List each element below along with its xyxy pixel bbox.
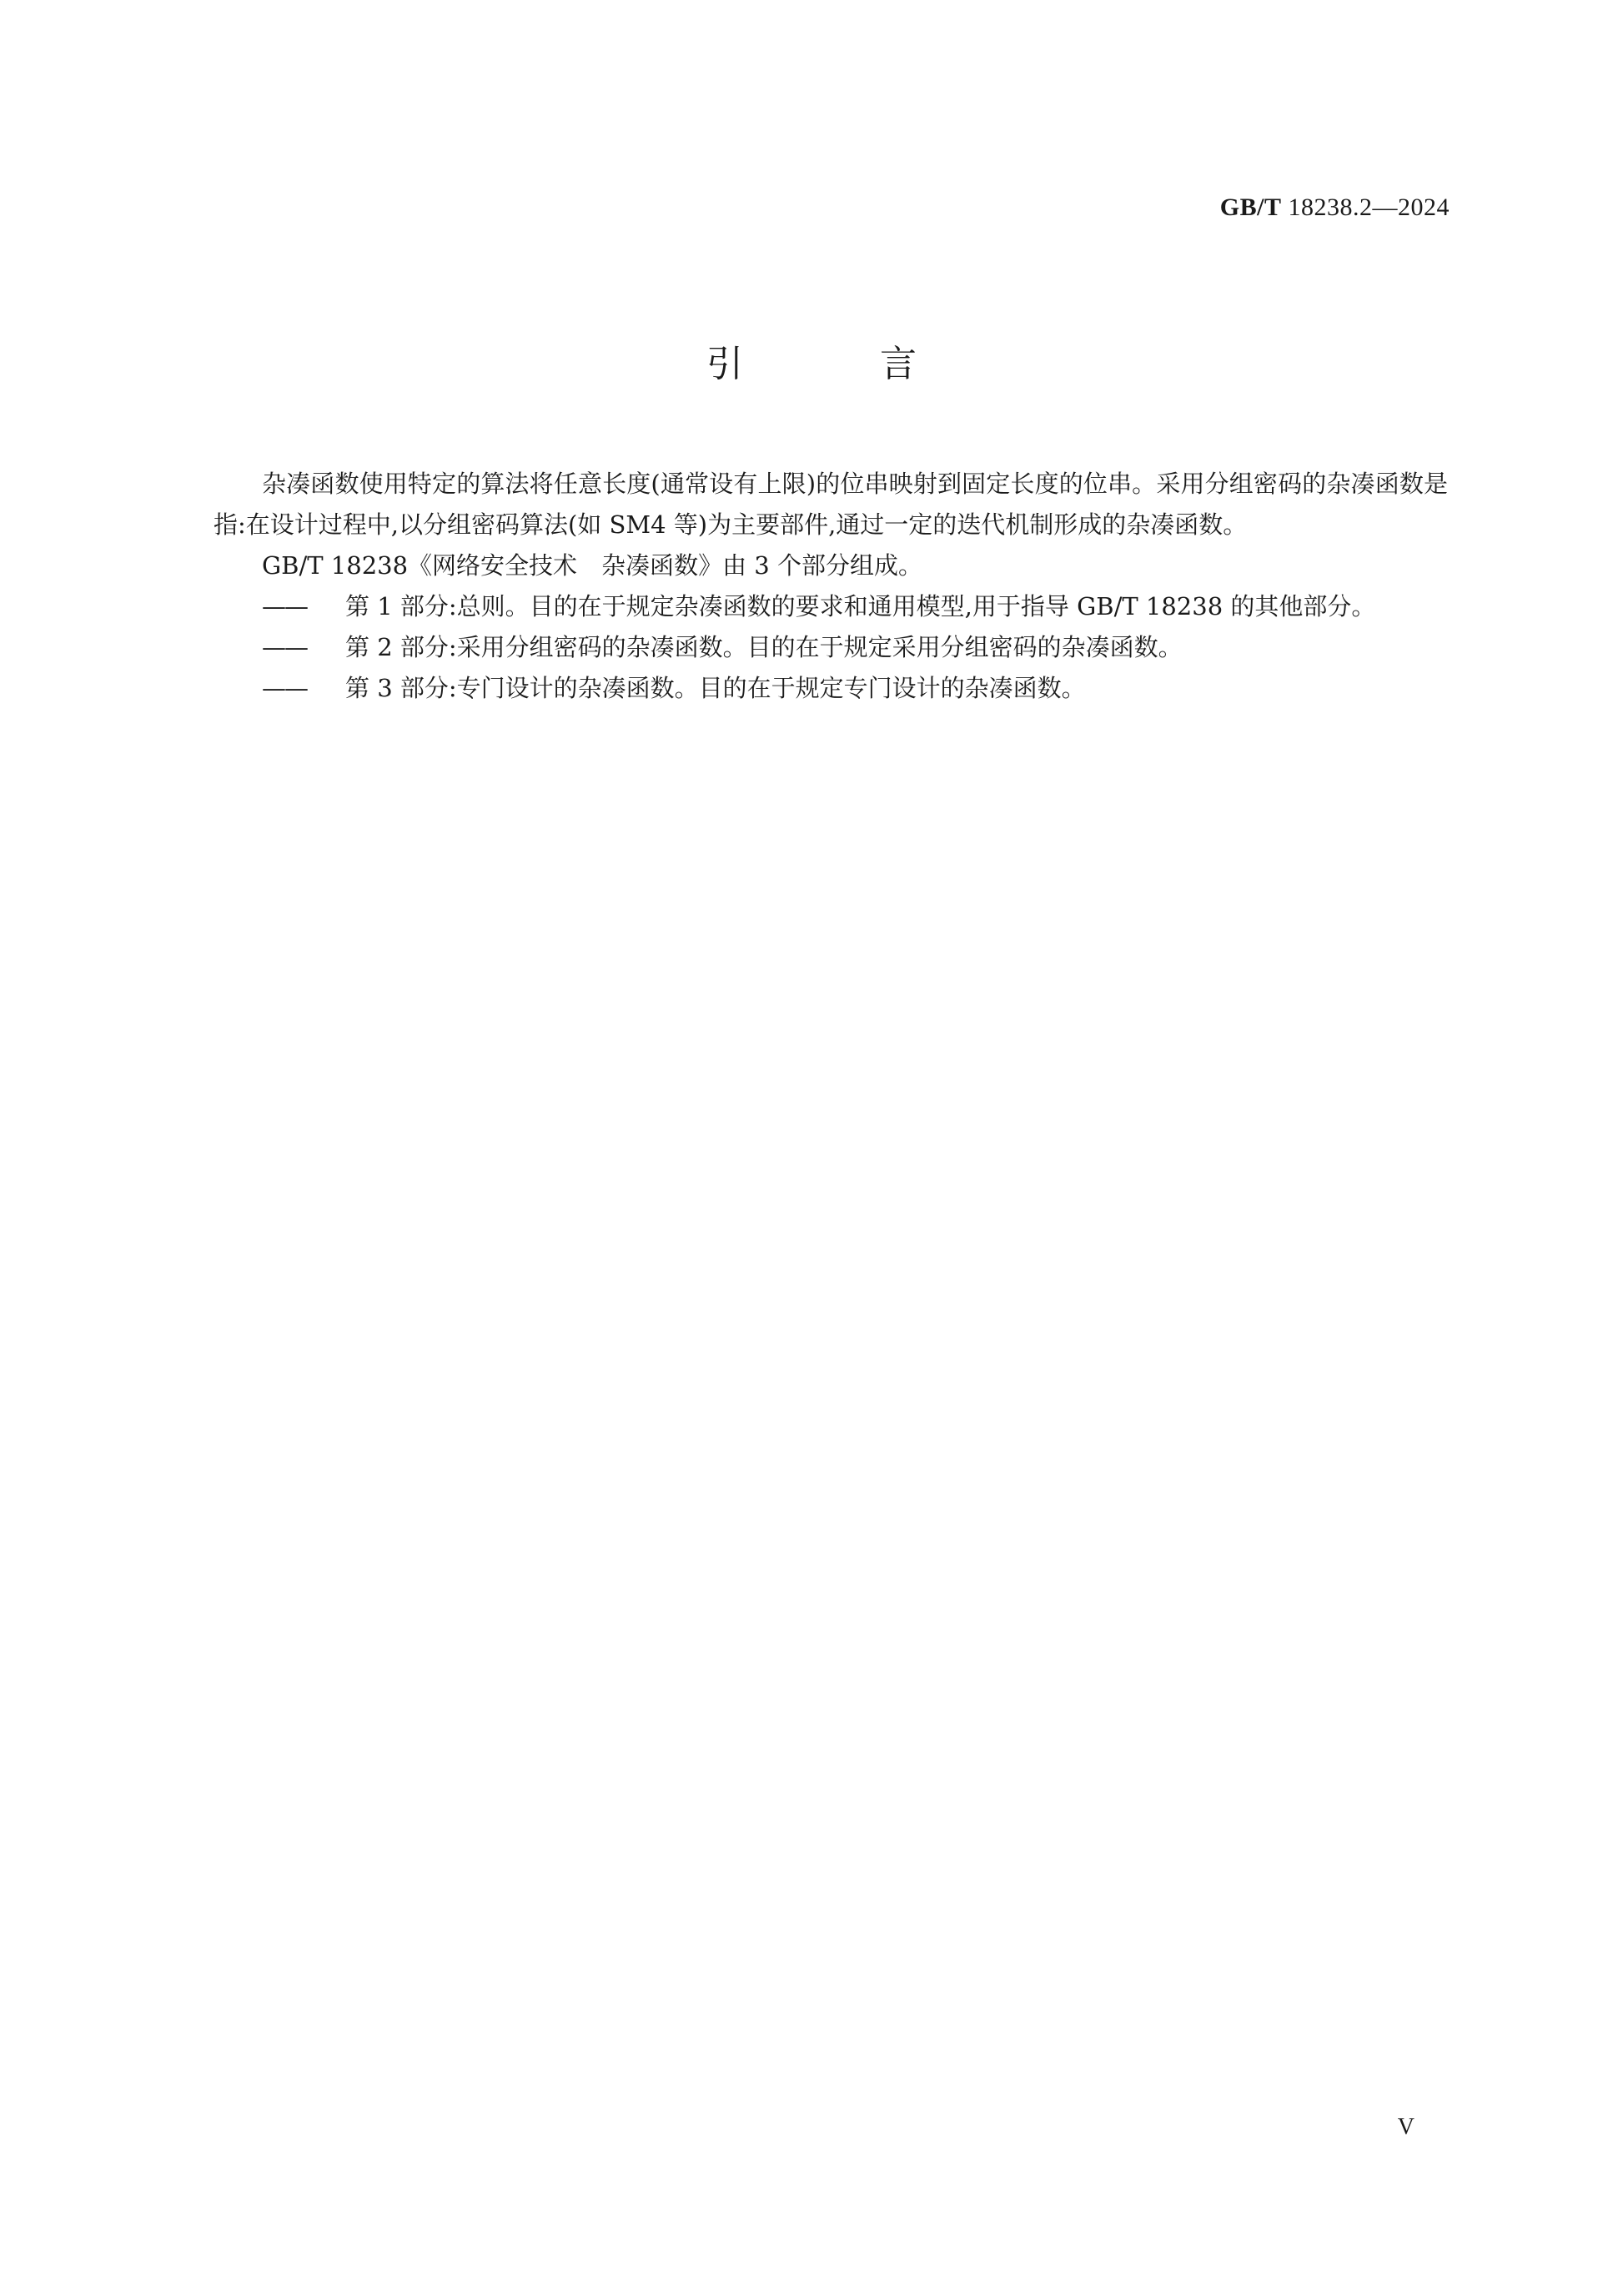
document-code-prefix: GB/T: [1219, 193, 1282, 221]
list-item-text: 第 3 部分:专门设计的杂凑函数。目的在于规定专门设计的杂凑函数。: [345, 674, 1086, 702]
list-item: [214, 627, 1448, 668]
list-item: [214, 586, 1448, 627]
document-code: [1220, 193, 1450, 222]
introduction-body: [214, 464, 1448, 709]
list-item: [214, 668, 1448, 709]
list-dash: ——: [262, 592, 307, 620]
paragraph: GB/T 18238《网络安全技术 杂凑函数》由 3 个部分组成。: [262, 551, 922, 580]
list-item-text: 第 2 部分:采用分组密码的杂凑函数。目的在于规定采用分组密码的杂凑函数。: [345, 633, 1183, 661]
list-item-text: 第 1 部分:总则。目的在于规定杂凑函数的要求和通用模型,用于指导 GB/T 18238 的其他部分。: [345, 592, 1376, 620]
page-number: V: [1397, 2114, 1414, 2140]
section-title: 引 言: [706, 343, 967, 385]
paragraph: 杂凑函数使用特定的算法将任意长度(通常设有上限)的位串映射到固定长度的位串。采用分组密码的杂凑函数是指:在设计过程中,以分组密码算法(如 SM4 等)为主要部件,通过一定的迭代机制形成的杂凑函数。: [214, 470, 1448, 539]
document-code-number: 18238.2—2024: [1288, 193, 1450, 221]
list-dash: ——: [262, 674, 307, 702]
list-dash: ——: [262, 633, 307, 661]
